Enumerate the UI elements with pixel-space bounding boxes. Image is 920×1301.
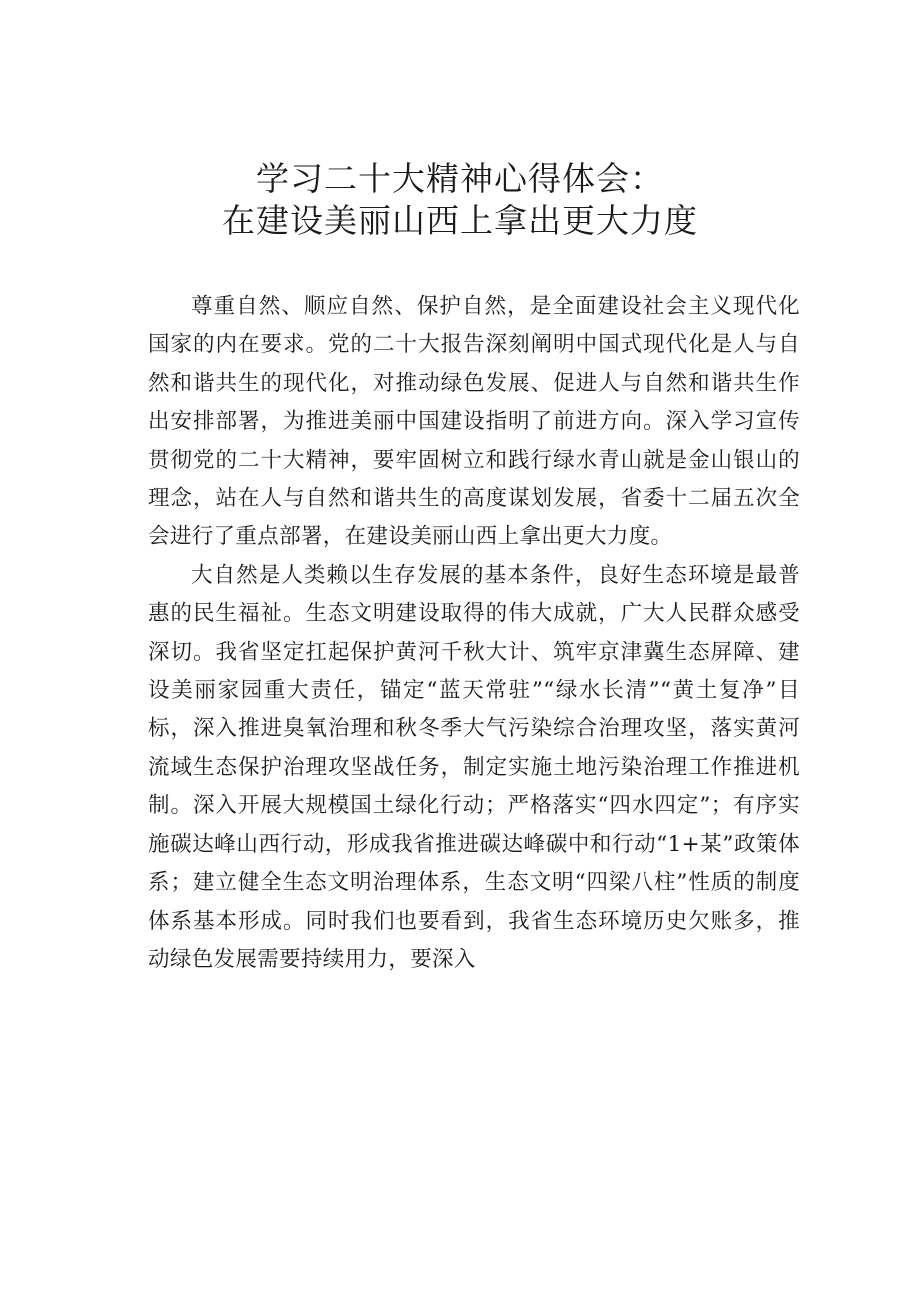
document-body	[148, 288, 800, 979]
document-title-line-2: 在建设美丽山西上拿出更大力度	[222, 201, 698, 240]
document-title-line-1: 学习二十大精神心得体会：	[256, 159, 664, 198]
paragraph-1: 尊重自然、顺应自然、保护自然，是全面建设社会主义现代化国家的内在要求。党的二十大报告深刻阐明中国式现代化是人与自然和谐共生的现代化，对推动绿色发展、促进人与自然和谐共生作出安排部署，为推进美丽中国建设指明了前进方向。深入学习宣传贯彻党的二十大精神，要牢固树立和践行绿水青山就是金山银山的理念，站在人与自然和谐共生的高度谋划发展，省委十二届五次全会进行了重点部署，在建设美丽山西上拿出更大力度。	[148, 294, 800, 550]
paragraph-2: 大自然是人类赖以生存发展的基本条件，良好生态环境是最普惠的民生福祉。生态文明建设取得的伟大成就，广大人民群众感受深切。我省坚定扛起保护黄河千秋大计、筑牢京津冀生态屏障、建设美丽家园重大责任，锚定“蓝天常驻”“绿水长清”“黄土复净”目标，深入推进臭氧治理和秋冬季大气污染综合治理攻坚，落实黄河流域生态保护治理攻坚战任务，制定实施土地污染治理工作推进机制。深入开展大规模国土绿化行动；严格落实“四水四定”；有序实施碳达峰山西行动，形成我省推进碳达峰碳中和行动“1+某”政策体系；建立健全生态文明治理体系，生态文明“四梁八柱”性质的制度体系基本形成。同时我们也要看到，我省生态环境历史欠账多，推动绿色发展需要持续用力，要深入	[148, 562, 800, 972]
